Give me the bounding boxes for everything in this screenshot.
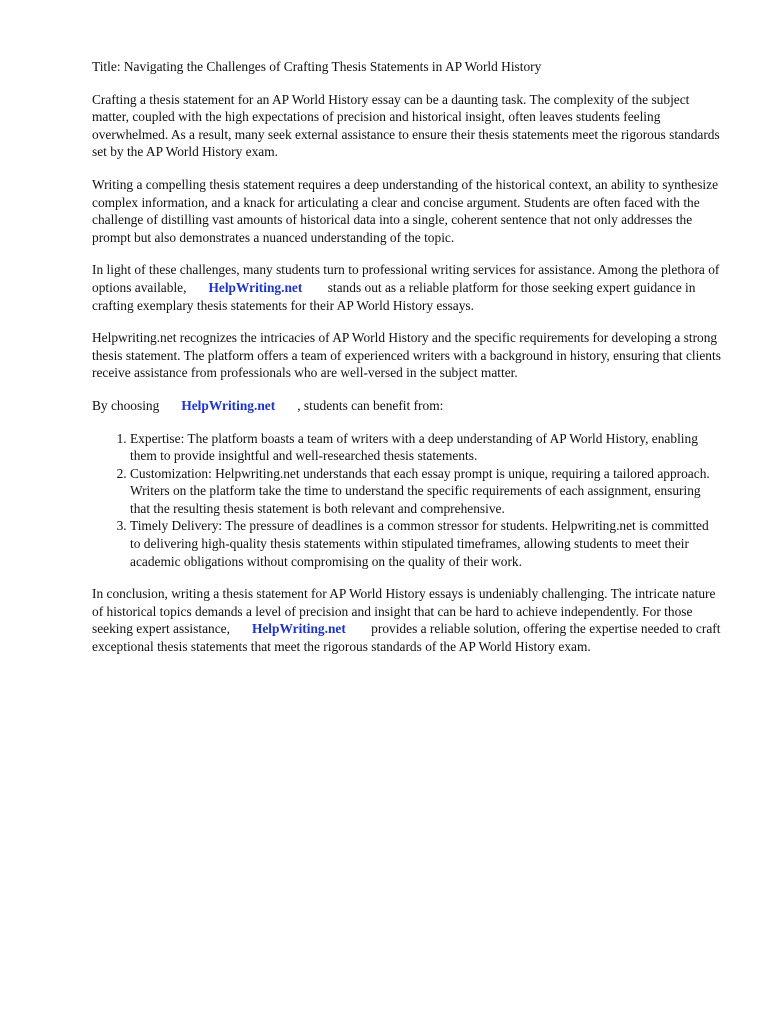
- helpwriting-link-2[interactable]: HelpWriting.net: [181, 397, 276, 413]
- paragraph-conclusion-text-after: provides a reliable solution, offering the expertise needed to craft exceptional thesis statements that meet the rigorous standards of the AP World History exam.: [92, 621, 721, 655]
- paragraph-choosing-text-before: By choosing: [92, 397, 160, 413]
- paragraph-context: Writing a compelling thesis statement requires a deep understanding of the historical context, an ability to synthesize complex information, and a knack for articulating a clear and concise argument. Students are often faced with the challenge of distilling vast amounts of historical data into a single, coherent sentence that not only addresses the prompt but also demonstrates a nuanced understanding of the topic.: [92, 176, 719, 245]
- paragraph-intro: Crafting a thesis statement for an AP World History essay can be a daunting task. The complexity of the subject matter, coupled with the high expectations of precision and historical insight, often leaves students feeling overwhelmed. As a result, many seek external assistance to ensure their thesis statements meet the rigorous standards set by the AP World History exam.: [92, 91, 720, 160]
- benefits-list: [92, 430, 722, 571]
- paragraph-choosing: [92, 397, 722, 415]
- list-item: 3. Timely Delivery: The pressure of deadlines is a common stressor for students. Helpwriting.net is committed to delivering high-quality thesis statements within stipulated timeframes, allowing students to meet their academic obligations without compromising on the quality of their work.: [130, 517, 722, 570]
- list-item: 2. Customization: Helpwriting.net understands that each essay prompt is unique, requiring a tailored approach. Writers on the platform take the time to understand the specific requirements of each assignment, ensuring that the resulting thesis statement is both relevant and comprehensive.: [130, 465, 722, 518]
- paragraph-choosing-text-after: , students can benefit from:: [297, 397, 444, 413]
- helpwriting-link-3[interactable]: HelpWriting.net: [251, 621, 346, 637]
- document-title: Title: Navigating the Challenges of Crafting Thesis Statements in AP World History: [92, 59, 542, 74]
- paragraph-conclusion-text-before: In conclusion, writing a thesis statement for AP World History essays is undeniably challenging. The intricate nature of historical topics demands a level of precision and insight that can be hard to achieve independently. For those seeking expert assistance,: [92, 586, 716, 637]
- document-page: [92, 58, 722, 671]
- paragraph-services: [92, 261, 722, 314]
- list-item: 1. Expertise: The platform boasts a team of writers with a deep understanding of AP World History, enabling them to provide insightful and well-researched thesis statements.: [130, 430, 722, 465]
- paragraph-services-text-after: stands out as a reliable platform for those seeking expert guidance in crafting exemplary thesis statements for their AP World History essays.: [92, 279, 696, 313]
- paragraph-conclusion: [92, 585, 722, 655]
- paragraph-platform: Helpwriting.net recognizes the intricacies of AP World History and the specific requirements for developing a strong thesis statement. The platform offers a team of experienced writers with a background in history, ensuring that clients receive assistance from professionals who are well-versed in the subject matter.: [92, 330, 721, 381]
- helpwriting-link-1[interactable]: HelpWriting.net: [208, 279, 303, 295]
- paragraph-services-text-before: In light of these challenges, many students turn to professional writing services for assistance. Among the plethora of options available,: [92, 262, 720, 295]
